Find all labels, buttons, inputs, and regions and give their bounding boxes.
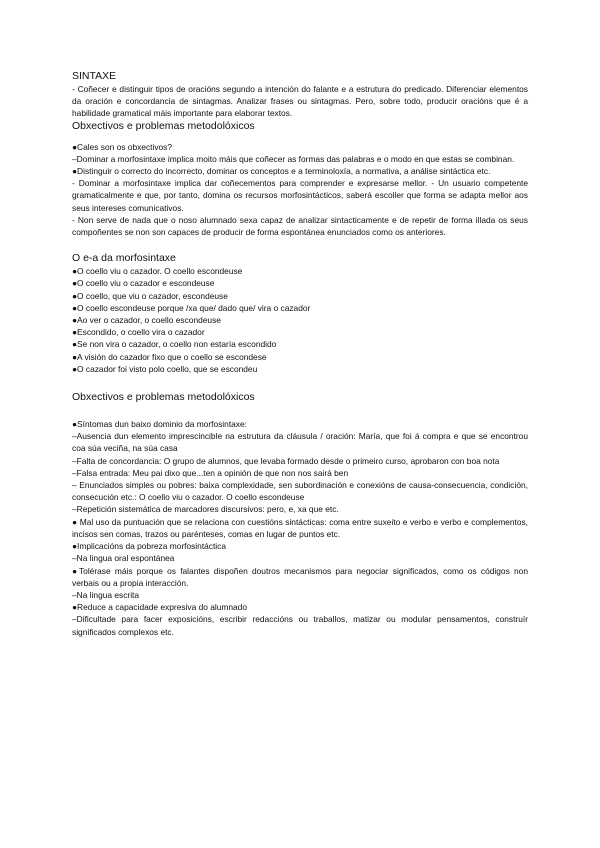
list-item: ●O coello, que viu o cazador, escondeuse — [72, 290, 228, 301]
section-heading-problems: Obxectivos e problemas metodolóxicos — [72, 391, 255, 404]
list-item: –Ausencia dun elemento imprescincible na estrutura da cláusula / oración: María, que foi á compra e que se encontrou coa súa veciña, na súa casa — [72, 431, 528, 454]
list-item: –Na lingua escrita — [72, 589, 140, 600]
list-item: ●Reduce a capacidade expresiva do alumnado — [72, 602, 247, 613]
section-heading-objectives: Obxectivos e problemas metodolóxicos — [72, 119, 255, 132]
document-page — [72, 70, 528, 638]
intro-paragraph: - Coñecer e distinguir tipos de oracións segundo a intención do falante e a estrutura do predicado. Diferenciar elementos da oración e concordancia de sintagmas. Analizar frases ou sintagmas. Pero, sobre todo, producir oracións que é a habilidade gramatical máis importante para elaborar textos. — [72, 84, 528, 119]
list-item: ●Síntomas dun baixo dominio da morfosintaxe: — [72, 419, 247, 430]
list-item: –Falta de concordancia: O grupo de alumnos, que levaba formado desde o primeiro curso, aprobaron con boa nota — [72, 455, 500, 466]
list-item: –Dominar a morfosintaxe implica moito máis que coñecer as formas das palabras e o modo en que estas se combinan. — [72, 153, 515, 164]
list-item: – Enunciados simples ou pobres: baixa complexidade, sen subordinación e conexións de causa-consecuencia, condición, consecución etc.: O coello viu o cazador. O coello escondeuse — [72, 480, 528, 503]
list-item: - Dominar a morfosintaxe implica dar coñecementos para comprender e expresarse mellor. - Un usuario competente gramaticalmente e que, por tanto, domina os recursos morfosintácticos, saberá escoller que forma se adapta mellor aos seus intereses comunicativos. — [72, 178, 528, 213]
list-item: ●Distinguir o correcto do incorrecto, dominar os conceptos e a terminoloxía, a normativa, a análise sintáctica etc. — [72, 166, 491, 177]
list-item: ●O coello viu o cazador. O coello escondeuse — [72, 266, 243, 277]
list-item: ●Implicacións da pobreza morfosintáctica — [72, 541, 227, 552]
list-item: ●O coello escondeuse porque /xa que/ dado que/ vira o cazador — [72, 302, 311, 313]
list-item: –Repetición sistemática de marcadores discursivos: pero, e, xa que etc. — [72, 504, 339, 515]
list-item: ●Ao ver o cazador, o coello escondeuse — [72, 315, 221, 326]
list-item: ●O cazador foi visto polo coello, que se escondeu — [72, 363, 258, 374]
list-item: ●A visión do cazador fixo que o coello se escondese — [72, 351, 267, 362]
list-item: –Dificultade para facer exposicións, escribir redaccións ou traballos, matizar ou modular pensamentos, construír significados complexos etc. — [72, 614, 528, 637]
list-item: ●Escondido, o coello vira o cazador — [72, 327, 205, 338]
document-title: SINTAXE — [72, 70, 117, 82]
list-item: –Na lingua oral espontánea — [72, 553, 175, 564]
list-item: ● Mal uso da puntuación que se relaciona con cuestións sintácticas: coma entre suxeito e verbo e verbo e complementos, incisos sen comas, trazos ou parénteses, comas en lugar de puntos etc. — [72, 516, 528, 539]
list-item: ●Se non vira o cazador, o coello non estaría escondido — [72, 339, 277, 350]
section-heading-morphosyntax: O e-a da morfosintaxe — [72, 252, 176, 265]
list-item: ●Tolérase máis porque os falantes dispoñen doutros mecanismos para negociar significados, como os códigos non verbais ou a propia interacción. — [72, 565, 528, 588]
list-item: ●O coello viu o cazador e escondeuse — [72, 278, 215, 289]
list-item: –Falsa entrada: Meu pai dixo que...ten a opinión de que non nos sairá ben — [72, 467, 349, 478]
list-item: ●Cales son os obxectivos? — [72, 141, 173, 152]
list-item: - Non serve de nada que o noso alumnado sexa capaz de analizar sintacticamente e de repetir de forma illada os seus compoñentes se non son capaces de producir de forma espontánea enunciados como os anteriores. — [72, 214, 528, 238]
